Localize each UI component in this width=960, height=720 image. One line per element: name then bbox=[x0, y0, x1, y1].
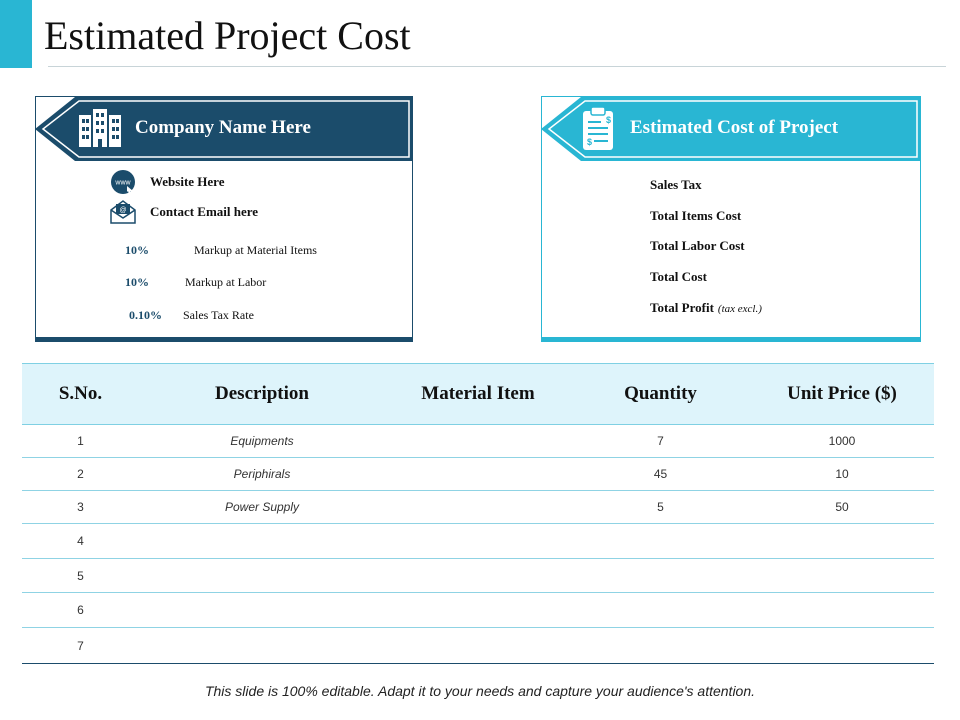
table-row bbox=[22, 524, 934, 559]
cell-description bbox=[139, 559, 385, 593]
clipboard-dollar-icon bbox=[581, 106, 615, 152]
table-row bbox=[22, 425, 934, 458]
cell-unit-price: 10 bbox=[750, 458, 934, 491]
table-row bbox=[22, 559, 934, 593]
contact-email-label[interactable]: Contact Email here bbox=[150, 204, 259, 219]
cell-quantity bbox=[571, 628, 750, 664]
website-row[interactable] bbox=[110, 169, 225, 195]
cell-sno: 5 bbox=[22, 559, 139, 593]
cell-sno: 1 bbox=[22, 425, 139, 458]
material-markup-value: 10% bbox=[125, 243, 149, 257]
total-profit-label: Total Profit bbox=[650, 300, 714, 315]
cell-quantity: 45 bbox=[571, 458, 750, 491]
total-cost-item: Total Cost bbox=[650, 269, 707, 284]
cell-description: Periphirals bbox=[139, 458, 385, 491]
company-card bbox=[35, 96, 413, 342]
cell-sno: 2 bbox=[22, 458, 139, 491]
cell-material-item bbox=[385, 524, 571, 559]
total-profit-item bbox=[650, 300, 762, 316]
sales-tax-rate-value: 0.10% bbox=[129, 308, 162, 322]
column-header-quantity: Quantity bbox=[571, 364, 750, 425]
estimate-card bbox=[541, 96, 921, 342]
material-markup-label: Markup at Material Items bbox=[194, 243, 317, 257]
cell-unit-price bbox=[750, 593, 934, 628]
office-building-icon bbox=[77, 109, 123, 149]
cell-quantity bbox=[571, 524, 750, 559]
table-row bbox=[22, 458, 934, 491]
column-header-unit-price: Unit Price ($) bbox=[750, 364, 934, 425]
cell-unit-price: 1000 bbox=[750, 425, 934, 458]
labor-markup-value: 10% bbox=[125, 275, 149, 289]
labor-markup-label: Markup at Labor bbox=[185, 275, 267, 289]
sales-tax-rate-row bbox=[129, 308, 254, 323]
www-globe-icon bbox=[110, 169, 136, 195]
cell-quantity: 7 bbox=[571, 425, 750, 458]
company-name-title: Company Name Here bbox=[135, 117, 311, 138]
total-labor-cost-item: Total Labor Cost bbox=[650, 238, 745, 253]
total-profit-note: (tax excl.) bbox=[717, 303, 762, 315]
cell-material-item bbox=[385, 559, 571, 593]
column-header-description: Description bbox=[139, 364, 385, 425]
cell-material-item bbox=[385, 458, 571, 491]
cell-unit-price: 50 bbox=[750, 491, 934, 524]
cell-description bbox=[139, 524, 385, 559]
svg-text:$: $ bbox=[606, 115, 612, 125]
labor-markup-row bbox=[125, 275, 266, 290]
cell-sno: 3 bbox=[22, 491, 139, 524]
cell-sno: 7 bbox=[22, 628, 139, 664]
cell-material-item bbox=[385, 593, 571, 628]
sales-tax-item: Sales Tax bbox=[650, 177, 702, 192]
title-divider bbox=[48, 66, 946, 67]
cell-description: Equipments bbox=[139, 425, 385, 458]
footer-note: This slide is 100% editable. Adapt it to your needs and capture your audience's attention. bbox=[204, 683, 756, 699]
cell-unit-price bbox=[750, 628, 934, 664]
cell-quantity bbox=[571, 593, 750, 628]
cost-table bbox=[22, 363, 934, 664]
sales-tax-rate-label: Sales Tax Rate bbox=[183, 308, 254, 322]
material-markup-row bbox=[125, 243, 317, 258]
slide-title: Estimated Project Cost bbox=[44, 13, 411, 58]
cell-material-item bbox=[385, 425, 571, 458]
cell-quantity: 5 bbox=[571, 491, 750, 524]
column-header-sno: S.No. bbox=[22, 364, 139, 425]
table-row bbox=[22, 491, 934, 524]
company-card-header bbox=[35, 97, 413, 161]
cell-unit-price bbox=[750, 524, 934, 559]
estimate-card-title: Estimated Cost of Project bbox=[630, 117, 839, 138]
svg-text:www: www bbox=[115, 179, 131, 187]
cell-sno: 6 bbox=[22, 593, 139, 628]
estimate-card-header bbox=[541, 97, 921, 161]
table-header-row bbox=[22, 364, 934, 425]
table-row bbox=[22, 628, 934, 664]
svg-text:$: $ bbox=[587, 137, 593, 147]
cell-material-item bbox=[385, 491, 571, 524]
total-items-cost-item: Total Items Cost bbox=[650, 208, 742, 223]
email-row[interactable] bbox=[110, 199, 258, 225]
cell-sno: 4 bbox=[22, 524, 139, 559]
email-envelope-icon bbox=[110, 199, 136, 225]
column-header-material-item: Material Item bbox=[385, 364, 571, 425]
svg-text:@: @ bbox=[119, 207, 127, 214]
cell-quantity bbox=[571, 559, 750, 593]
title-accent-bar bbox=[0, 0, 32, 68]
table-row bbox=[22, 593, 934, 628]
website-label[interactable]: Website Here bbox=[150, 174, 225, 189]
cell-unit-price bbox=[750, 559, 934, 593]
cell-description bbox=[139, 628, 385, 664]
cell-description bbox=[139, 593, 385, 628]
cell-description: Power Supply bbox=[139, 491, 385, 524]
cell-material-item bbox=[385, 628, 571, 664]
